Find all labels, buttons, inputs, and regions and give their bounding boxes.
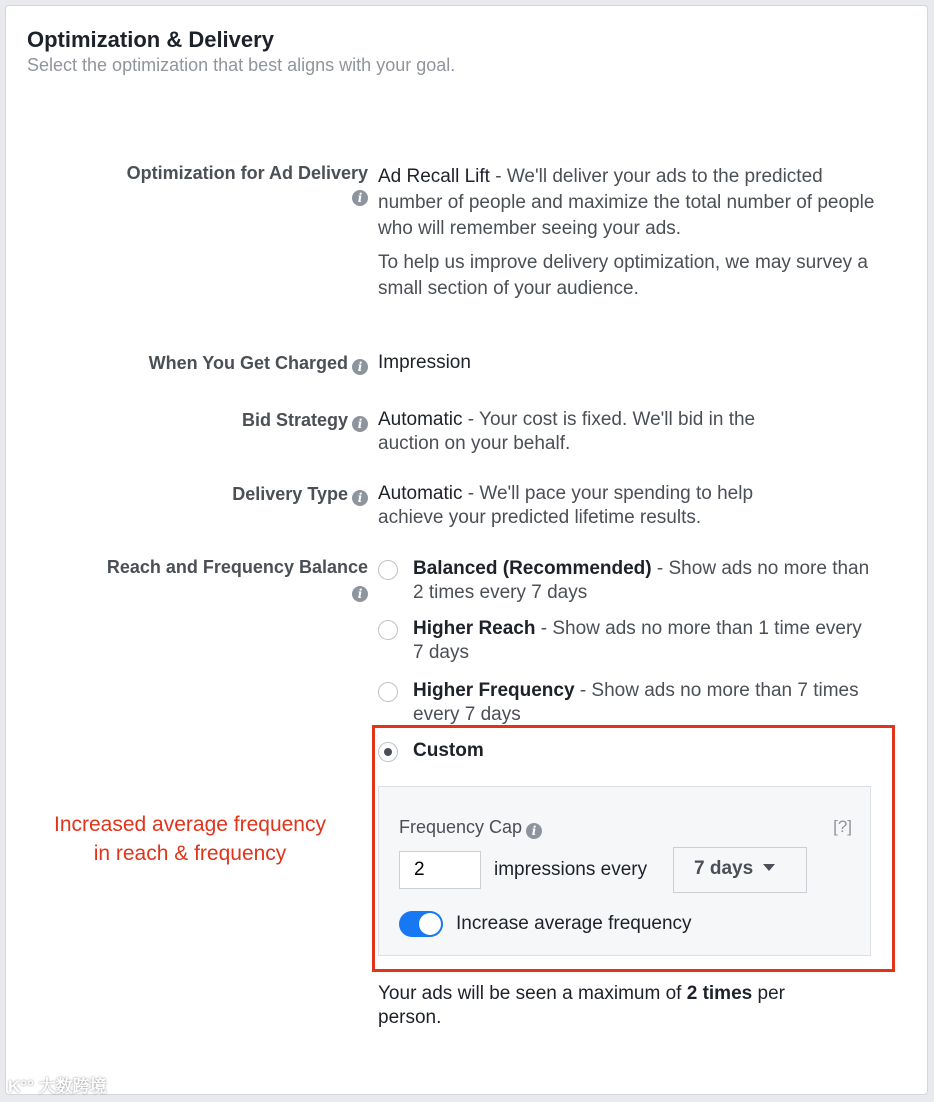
radio-higher-reach[interactable] [378,620,398,640]
option-name: Balanced (Recommended) [413,558,652,579]
summary-pre: Your ads will be seen a maximum of [378,983,687,1004]
period-value: 7 days [694,858,754,879]
option-desc: - Show ads no more than 1 time every 7 days [413,618,862,663]
option-higher-frequency[interactable] [413,679,863,727]
option-name: Higher Reach [413,618,536,639]
info-icon[interactable]: i [352,190,368,206]
delivery-type-value [378,482,818,530]
option-balanced[interactable] [413,557,883,605]
value-desc: - We'll deliver your ads to the predicted number of people and maximize the total number of people who will remember seeing your ads. [378,166,875,239]
summary-bold: 2 times [686,983,753,1004]
label-text: Frequency Cap [399,817,523,837]
info-icon[interactable]: i [352,359,368,375]
label-text: Reach and Frequency Balance [106,557,368,577]
option-desc: - Show ads no more than 7 times every 7 days [413,680,859,725]
bid-value [378,408,818,456]
value-desc: - Your cost is fixed. We'll bid in the auction on your behalf. [378,409,756,454]
option-higher-reach[interactable] [413,617,863,665]
charged-label [149,353,368,375]
optimization-note: To help us improve delivery optimization, we may survey a small section of your audience. [378,252,868,299]
impressions-every-text: impressions every [494,859,648,880]
annotation-text [20,810,360,868]
bid-label [242,410,368,432]
value-desc: - We'll pace your spending to help achieve your predicted lifetime results. [378,483,754,528]
label-text: When You Get Charged [148,353,348,373]
value-name: Ad Recall Lift [378,166,490,187]
annotation-highlight-box [372,725,895,972]
option-desc: - Show ads no more than 2 times every 7 days [413,558,870,603]
summary-post: per person. [378,983,785,1028]
toggle-label: Increase average frequency [456,913,692,934]
value-name: Automatic [378,409,463,430]
radio-balanced[interactable] [378,560,398,580]
section-subtitle: Select the optimization that best aligns with your goal. [27,55,456,75]
watermark-logo: K°° 大数跨境 [8,1077,107,1096]
annotation-line: in reach & frequency [93,842,287,865]
option-name: Higher Frequency [413,680,575,701]
reach-label [107,557,368,602]
optimization-value [378,164,883,302]
optimization-label [127,163,368,206]
annotation-line: Increased average frequency [53,813,326,836]
frequency-summary [378,982,848,1030]
info-icon[interactable]: i [352,416,368,432]
info-icon[interactable]: i [352,490,368,506]
label-text: Delivery Type [232,484,348,504]
info-icon[interactable]: i [526,823,542,839]
charged-value: Impression [378,352,471,373]
help-link[interactable]: [?] [833,817,852,836]
label-text: Optimization for Ad Delivery [126,163,368,183]
section-title: Optimization & Delivery [27,27,274,52]
delivery-type-label [232,484,368,506]
option-name: Custom [413,740,484,761]
value-name: Automatic [378,483,463,504]
label-text: Bid Strategy [241,410,348,430]
info-icon[interactable]: i [352,586,368,602]
radio-higher-frequency[interactable] [378,682,398,702]
watermark-text: 大数跨境 [38,1077,107,1096]
